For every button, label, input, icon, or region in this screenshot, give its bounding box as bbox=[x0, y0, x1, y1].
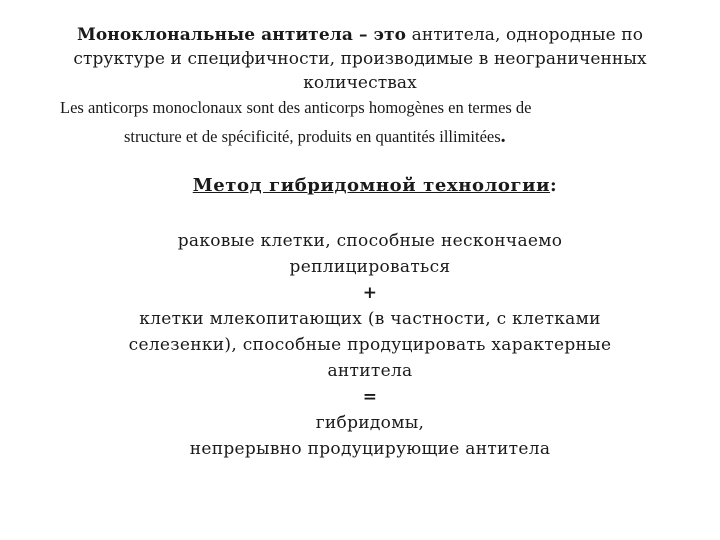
method-body bbox=[40, 228, 700, 462]
definition-french-end-mark: . bbox=[500, 125, 506, 147]
method-line: раковые клетки, способные нескончаемо bbox=[177, 231, 563, 251]
method-line: непрерывно продуцирующие антитела bbox=[189, 439, 551, 459]
method-plus-sign: + bbox=[362, 283, 378, 303]
definition-text: антитела, однородные по структуре и специфичности, производимые в неограниченных количествах bbox=[73, 25, 647, 93]
definition-french-line-1: Les anticorps monoclonaux sont des anticorps homogènes en termes de bbox=[60, 98, 532, 117]
method-line: гибридомы, bbox=[315, 413, 425, 433]
definition-french bbox=[40, 96, 680, 149]
method-title bbox=[0, 175, 720, 196]
definition-french-line-2: structure et de spécificité, produits en quantités illimitées bbox=[124, 127, 501, 146]
definition-russian bbox=[40, 23, 680, 95]
method-line: антитела bbox=[327, 361, 413, 381]
method-equals-sign: = bbox=[362, 387, 378, 407]
method-line: реплицироваться bbox=[289, 257, 451, 277]
method-line: клетки млекопитающих (в частности, с клетками bbox=[139, 309, 601, 329]
method-title-text: Метод гибридомной технологии bbox=[192, 175, 551, 196]
definition-french-line-2-wrap bbox=[40, 124, 680, 149]
method-title-colon: : bbox=[550, 175, 558, 196]
method-line: селезенки), способные продуцировать характерные bbox=[128, 335, 612, 355]
definition-term: Моноклональные антитела – это bbox=[76, 25, 407, 45]
